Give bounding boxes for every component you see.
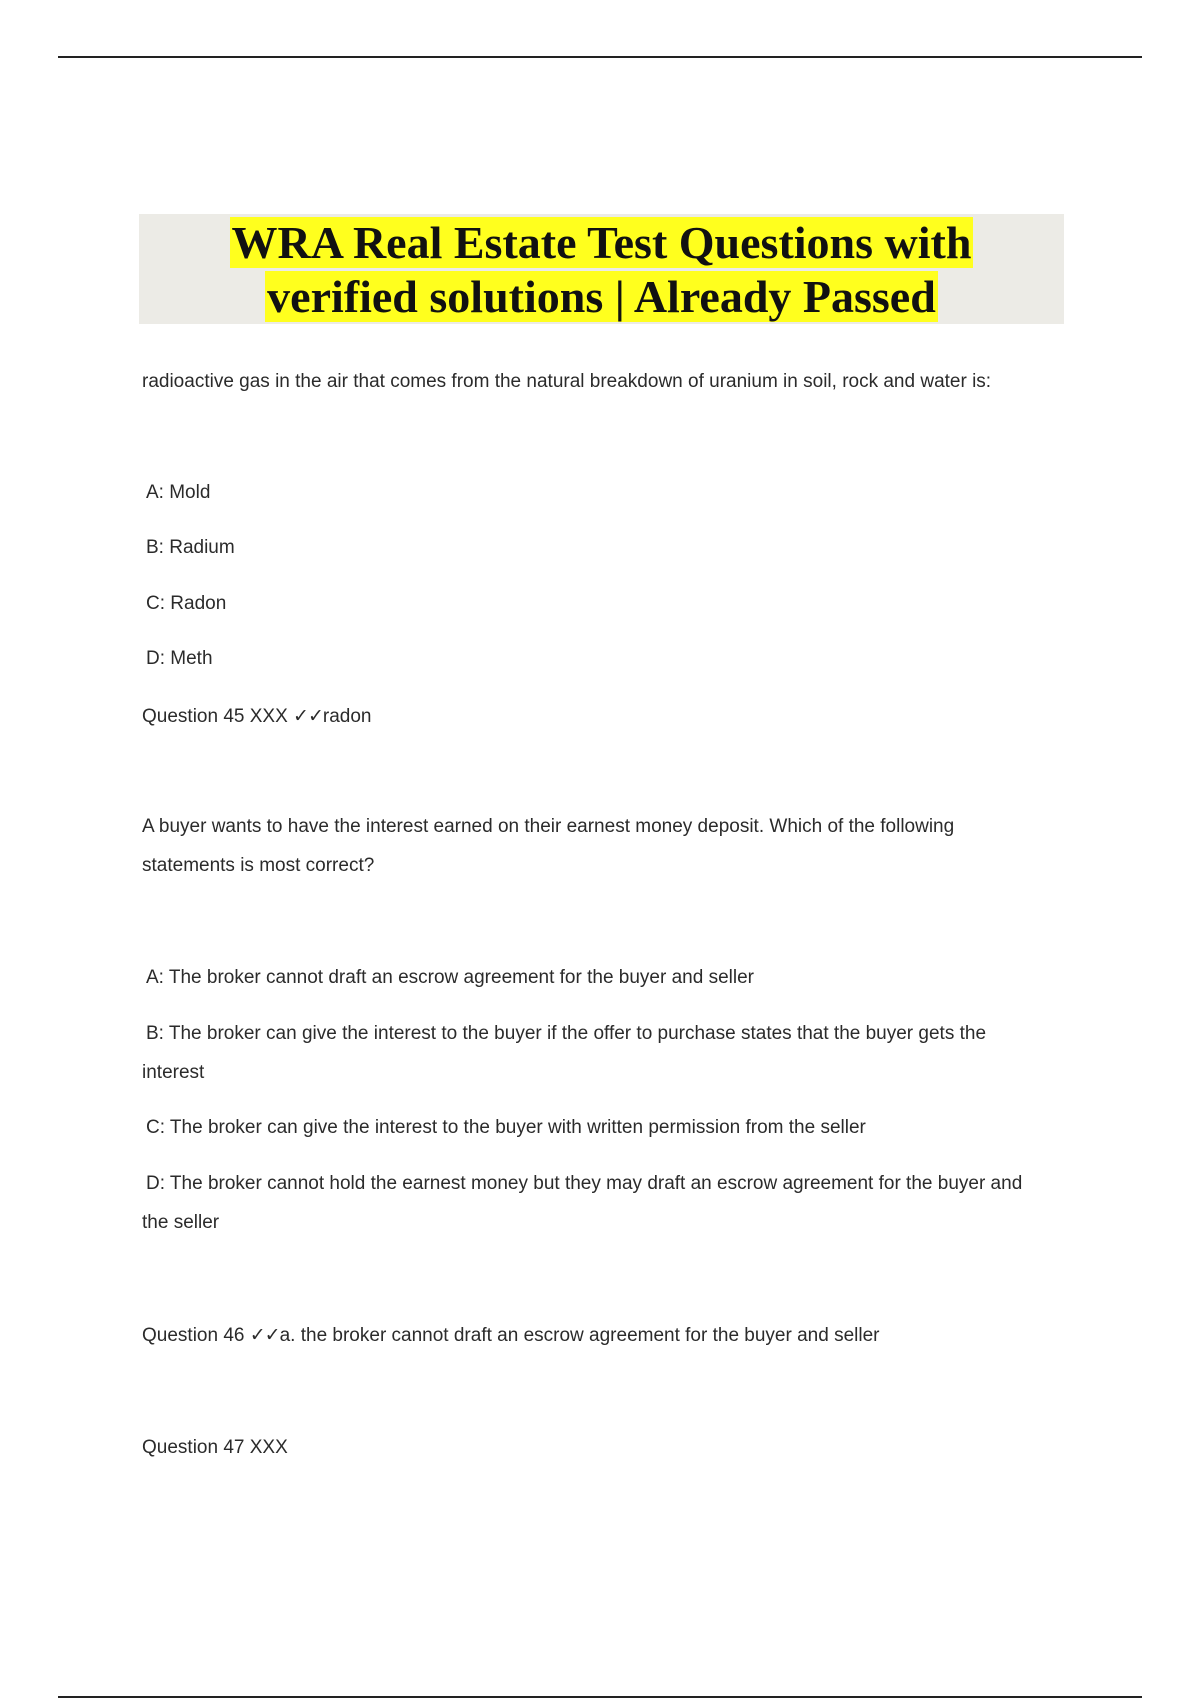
- bottom-rule: [58, 1696, 1142, 1698]
- answer-option: B: The broker can give the interest to the buyer if the offer to purchase states that the buyer gets the interest: [142, 1023, 987, 1083]
- answer-label: Question 45 XXX: [142, 706, 294, 727]
- answer-line: [142, 697, 372, 736]
- answer-option: C: The broker can give the interest to the buyer with written permission from the seller: [146, 1117, 866, 1138]
- question-label: Question 47 XXX: [142, 1437, 288, 1458]
- answer-option: C: Radon: [146, 593, 227, 614]
- answer-option: A: Mold: [146, 482, 211, 503]
- question-prompt: radioactive gas in the air that comes from the natural breakdown of uranium in soil, rock and water is:: [142, 371, 992, 392]
- answer-option: D: The broker cannot hold the earnest money but they may draft an escrow agreement for the buyer and the seller: [142, 1173, 1023, 1233]
- answer-label: Question 46: [142, 1325, 250, 1346]
- answer-option: B: Radium: [146, 537, 235, 558]
- title-line-2: verified solutions | Already Passed: [267, 271, 936, 322]
- checkmark-icon: ✓✓: [249, 1324, 280, 1346]
- top-rule: [58, 56, 1142, 58]
- document-title: [139, 214, 1064, 324]
- question-prompt: A buyer wants to have the interest earned on their earnest money deposit. Which of the following statements is most correct?: [142, 816, 955, 876]
- answer-text: radon: [322, 706, 372, 727]
- answer-line: [142, 1316, 880, 1355]
- checkmark-icon: ✓✓: [293, 705, 323, 727]
- answer-option: D: Meth: [146, 648, 213, 669]
- answer-option: A: The broker cannot draft an escrow agreement for the buyer and seller: [146, 967, 754, 988]
- answer-text: a. the broker cannot draft an escrow agreement for the buyer and seller: [279, 1325, 880, 1346]
- title-line-1: WRA Real Estate Test Questions with: [231, 217, 972, 268]
